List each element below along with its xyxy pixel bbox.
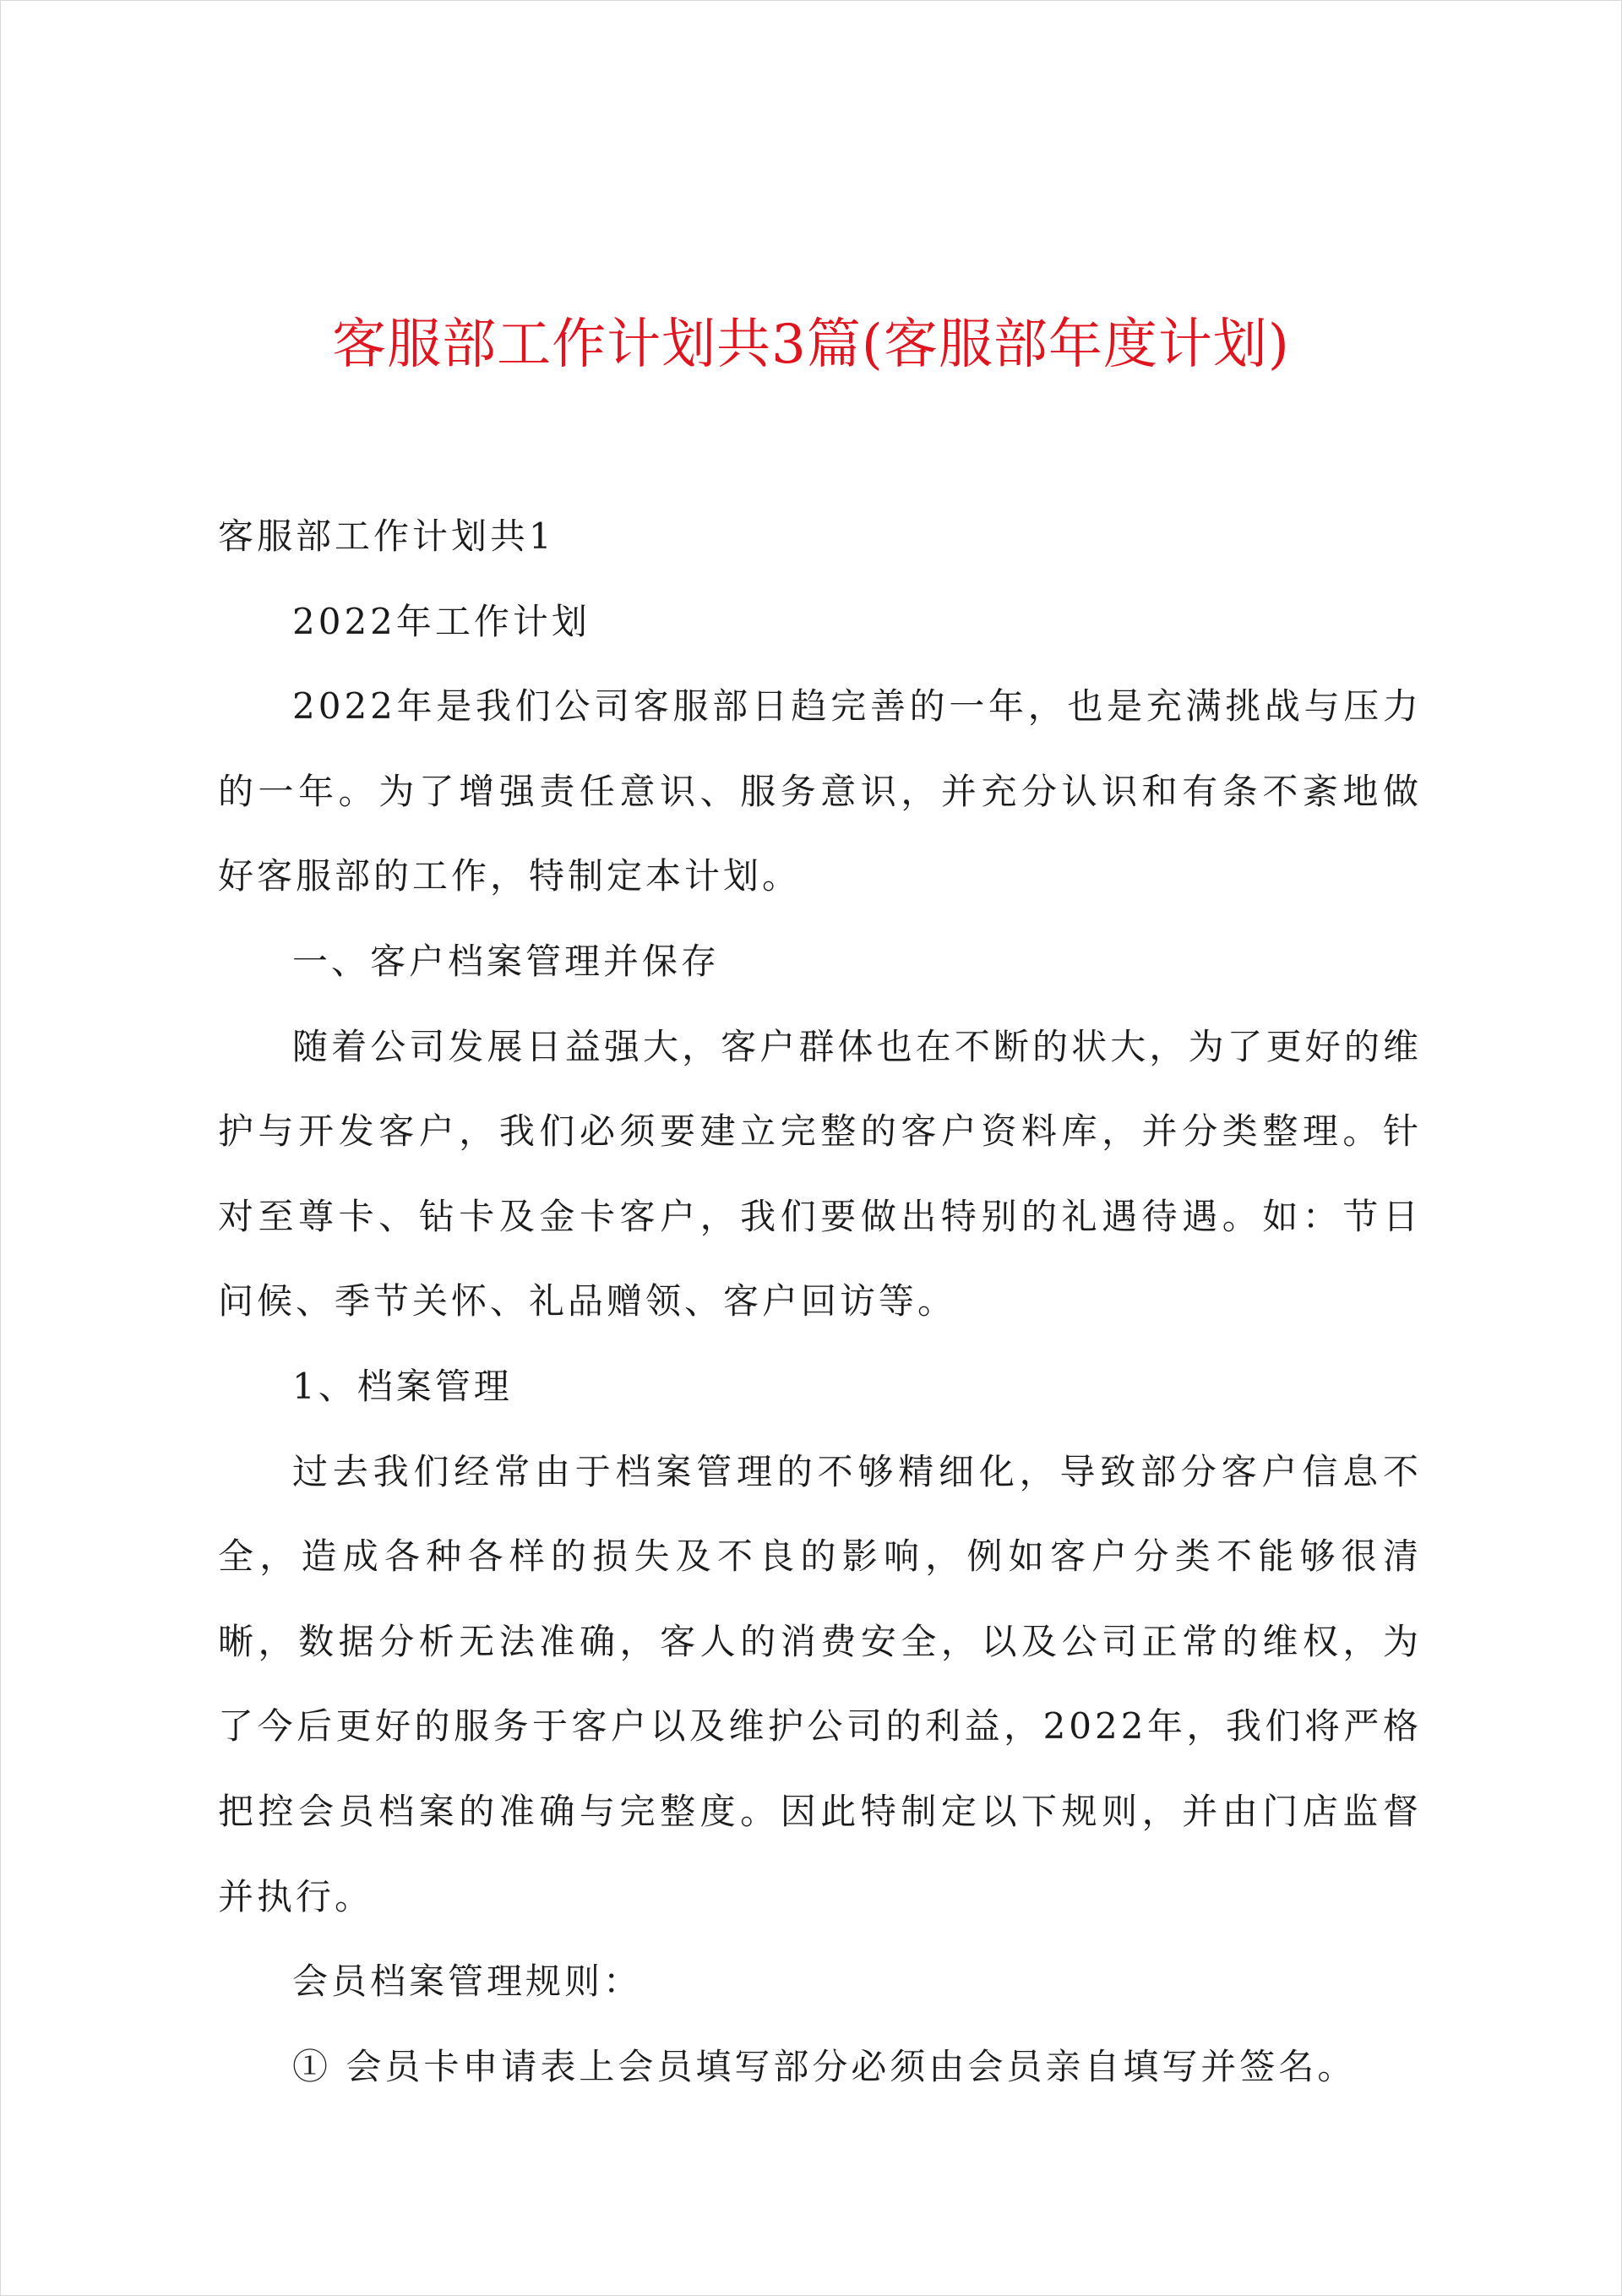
- subsection-heading: 一、客户档案管理并保存: [292, 940, 721, 982]
- body-paragraph: 2022年是我们公司客服部日趋完善的一年，也是充满挑战与压力的一年。为了增强责任意识、服务意识，并充分认识和有条不紊地做好客服部的工作，特制定本计划。: [218, 685, 1422, 897]
- rule-item: ① 会员卡申请表上会员填写部分必须由会员亲自填写并签名。: [292, 2045, 1357, 2087]
- subsection-heading: 1、档案管理: [292, 1365, 513, 1407]
- document-body: [218, 494, 1422, 2109]
- document-title: 客服部工作计划共3篇(客服部年度计划): [332, 314, 1290, 376]
- rules-heading: 会员档案管理规则：: [292, 1961, 643, 2003]
- body-paragraph: 过去我们经常由于档案管理的不够精细化，导致部分客户信息不全，造成各种各样的损失及不良的影响，例如客户分类不能够很清晰，数据分析无法准确，客人的消费安全，以及公司正常的维权，为了今后更好的服务于客户以及维护公司的利益，2022年，我们将严格把控会员档案的准确与完整度。因此特制定以下规则，并由门店监督并执行。: [218, 1450, 1422, 1917]
- body-paragraph: 随着公司发展日益强大，客户群体也在不断的状大，为了更好的维护与开发客户，我们必须要建立完整的客户资料库，并分类整理。针对至尊卡、钻卡及金卡客户，我们要做出特别的礼遇待遇。如：节日问候、季节关怀、礼品赠领、客户回访等。: [218, 1025, 1422, 1323]
- section-heading: 客服部工作计划共1: [218, 515, 555, 557]
- subsection-heading: 2022年工作计划: [292, 600, 591, 642]
